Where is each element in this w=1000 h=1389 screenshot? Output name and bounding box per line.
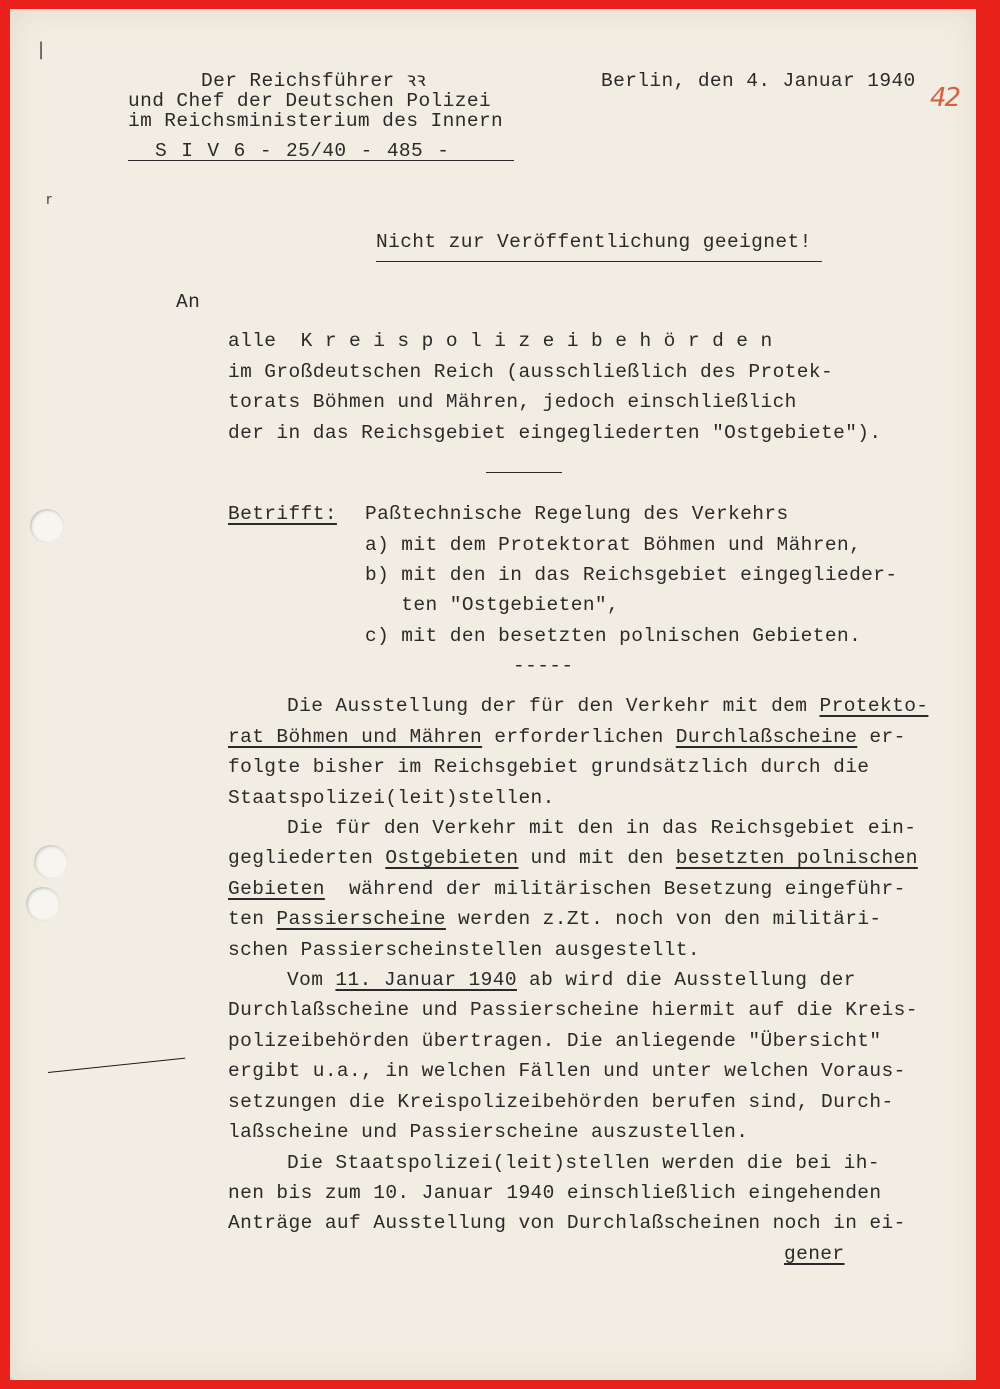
addressee-line: der in das Reichsgebiet eingegliederten "Ostgebiete"). — [228, 422, 882, 444]
page-number-pencil: 42 — [930, 83, 960, 113]
body-line: polizeibehörden übertragen. Die anliegende "Übersicht" — [228, 1030, 882, 1052]
subject-line: ten "Ostgebieten", — [365, 594, 620, 616]
subject-line: a) mit dem Protektorat Böhmen und Mähren, — [365, 534, 862, 556]
addressee-to: An — [176, 291, 201, 313]
body-line: Gebieten während der militärischen Besetzung eingeführ- — [228, 878, 906, 900]
header-line-2: und Chef der Deutschen Polizei — [128, 90, 492, 112]
subject-line: b) mit den in das Reichsgebiet eingeglieder- — [365, 564, 898, 586]
subject-separator: ----- — [513, 655, 574, 677]
place-date: Berlin, den 4. Januar 1940 — [601, 70, 916, 92]
classification-notice: Nicht zur Veröffentlichung geeignet! — [376, 231, 812, 253]
addressee-line: torats Böhmen und Mähren, jedoch einschließlich — [228, 391, 797, 413]
margin-pen-stroke — [48, 1058, 185, 1073]
catchword: gener — [784, 1243, 845, 1265]
body-line: ergibt u.a., in welchen Fällen und unter welchen Voraus- — [228, 1060, 906, 1082]
section-divider — [486, 472, 562, 473]
body-line: nen bis zum 10. Januar 1940 einschließlich eingehenden — [228, 1182, 882, 1204]
body-line: laßscheine und Passierscheine auszustellen. — [228, 1121, 749, 1143]
document-page — [10, 9, 976, 1380]
body-line: Die Ausstellung der für den Verkehr mit dem Protekto- — [287, 695, 929, 717]
body-line: rat Böhmen und Mähren erforderlichen Durchlaßscheine er- — [228, 726, 906, 748]
body-line: folgte bisher im Reichsgebiet grundsätzlich durch die — [228, 756, 870, 778]
body-line: ten Passierscheine werden z.Zt. noch von den militäri- — [228, 908, 882, 930]
body-line: schen Passierscheinstellen ausgestellt. — [228, 939, 700, 961]
body-line: Staatspolizei(leit)stellen. — [228, 787, 555, 809]
punch-hole-middle — [34, 845, 68, 879]
ss-mark: ꝛꝛ — [406, 70, 427, 92]
header-line-1: Der Reichsführer ꝛꝛ — [201, 70, 427, 92]
subject-label: Betrifft: — [228, 503, 337, 525]
subject-line: Paßtechnische Regelung des Verkehrs — [365, 503, 789, 525]
body-line: Die für den Verkehr mit den in das Reichsgebiet ein- — [287, 817, 917, 839]
body-line: Die Staatspolizei(leit)stellen werden die bei ih- — [287, 1152, 880, 1174]
subject-line: c) mit den besetzten polnischen Gebieten. — [365, 625, 862, 647]
reference-underline — [128, 160, 514, 161]
body-line: Durchlaßscheine und Passierscheine hiermit auf die Kreis- — [228, 999, 918, 1021]
margin-mark: | — [38, 39, 45, 60]
notice-underline — [376, 261, 822, 262]
header-line-3: im Reichsministerium des Innern — [128, 110, 504, 132]
body-line: Vom 11. Januar 1940 ab wird die Ausstellung der — [287, 969, 856, 991]
reference-number: S I V 6 - 25/40 - 485 - — [155, 140, 450, 162]
margin-mark-small: r — [46, 192, 52, 208]
body-line: Anträge auf Ausstellung von Durchlaßscheinen noch in ei- — [228, 1212, 906, 1234]
body-line: gegliederten Ostgebieten und mit den besetzten polnischen — [228, 847, 918, 869]
punch-hole-bottom — [26, 887, 60, 921]
punch-hole-top — [30, 509, 64, 543]
addressee-line: im Großdeutschen Reich (ausschließlich des Protek- — [228, 361, 834, 383]
addressee-line: alle K r e i s p o l i z e i b e h ö r d e n — [228, 330, 773, 352]
body-line: setzungen die Kreispolizeibehörden berufen sind, Durch- — [228, 1091, 894, 1113]
